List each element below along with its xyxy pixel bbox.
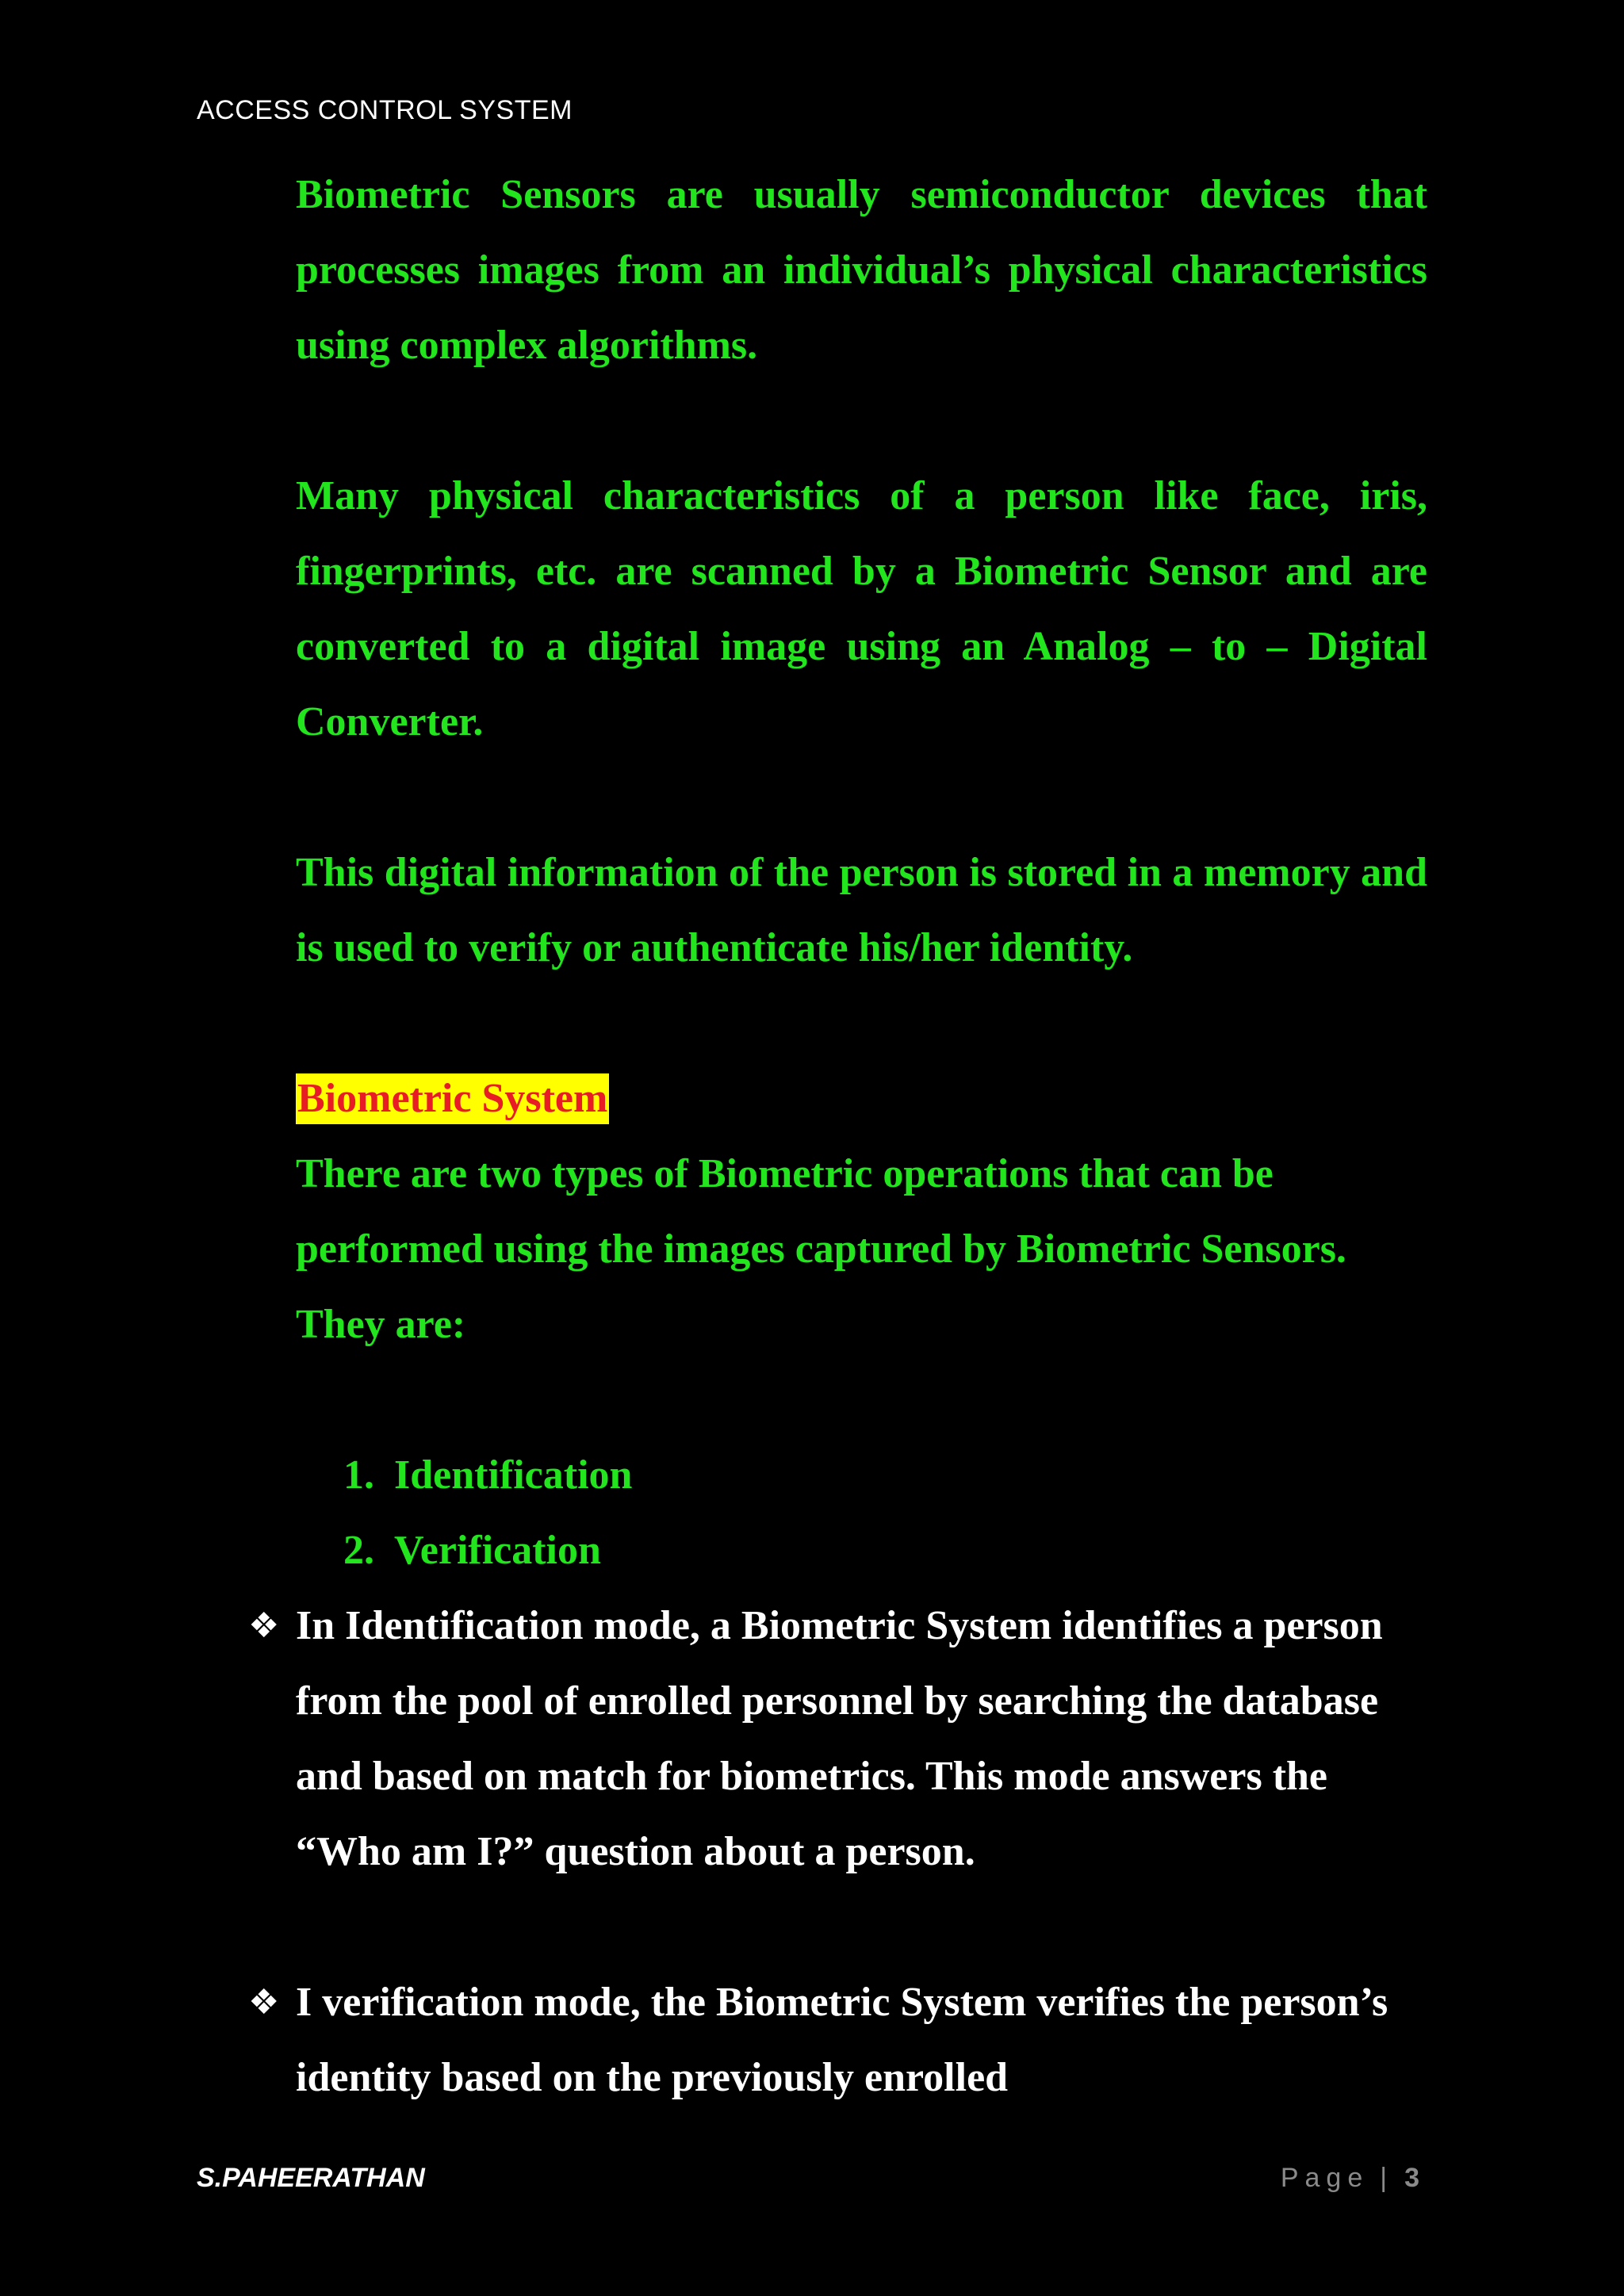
bullet-text: I verification mode, the Biometric System verifies the person’s identity based on the previously enrolled <box>296 1980 1388 2100</box>
paragraph-digital-information: This digital information of the person is stored in a memory and is used to verify or authenticate his/her identity. <box>296 850 1427 970</box>
spacer <box>296 985 1427 1061</box>
list-number: 1. <box>343 1452 374 1498</box>
spacer <box>296 1362 1427 1437</box>
list-item-identification <box>296 1437 1427 1513</box>
list-number: 2. <box>343 1528 374 1573</box>
running-header: ACCESS CONTROL SYSTEM <box>197 95 573 125</box>
bullet-verification-mode <box>248 1965 1427 2115</box>
mode-bullets <box>248 1588 1427 2115</box>
diamond-bullet-icon: ❖ <box>248 1605 280 1646</box>
diamond-bullet-icon: ❖ <box>248 1982 280 2022</box>
list-label: Identification <box>394 1452 633 1498</box>
spacer <box>296 760 1427 835</box>
footer-page-info <box>1281 2163 1419 2194</box>
paragraph-biometric-sensors: Biometric Sensors are usually semiconductor devices that processes images from an individual’s physical characteristics using complex algorithms. <box>296 172 1427 368</box>
bullet-text: In Identification mode, a Biometric System identifies a person from the pool of enrolled personnel by searching the database and based on match for biometrics. This mode answers the “Who am I?” question about a person. <box>296 1603 1383 1874</box>
section-heading-wrapper <box>296 1061 1427 1136</box>
section-intro: There are two types of Biometric operations that can be performed using the images captured by Biometric Sensors. They are: <box>296 1151 1346 1347</box>
list-label: Verification <box>394 1528 601 1573</box>
page-separator: | <box>1380 2163 1394 2193</box>
footer-author: S.PAHEERATHAN <box>197 2163 425 2193</box>
bullet-identification-mode <box>248 1588 1427 1889</box>
spacer <box>296 383 1427 458</box>
page-label: Page <box>1280 2163 1369 2193</box>
operation-types-list <box>296 1437 1427 1588</box>
page-number: 3 <box>1404 2163 1419 2193</box>
paragraph-physical-characteristics: Many physical characteristics of a person like face, iris, fingerprints, etc. are scanned by a Biometric Sensor and are converted to a digital image using an Analog – to – Digital Converter. <box>296 473 1427 744</box>
section-heading: Biometric System <box>296 1073 609 1124</box>
list-item-verification <box>296 1513 1427 1588</box>
page-body <box>248 157 1427 2115</box>
spacer <box>296 1889 1427 1965</box>
